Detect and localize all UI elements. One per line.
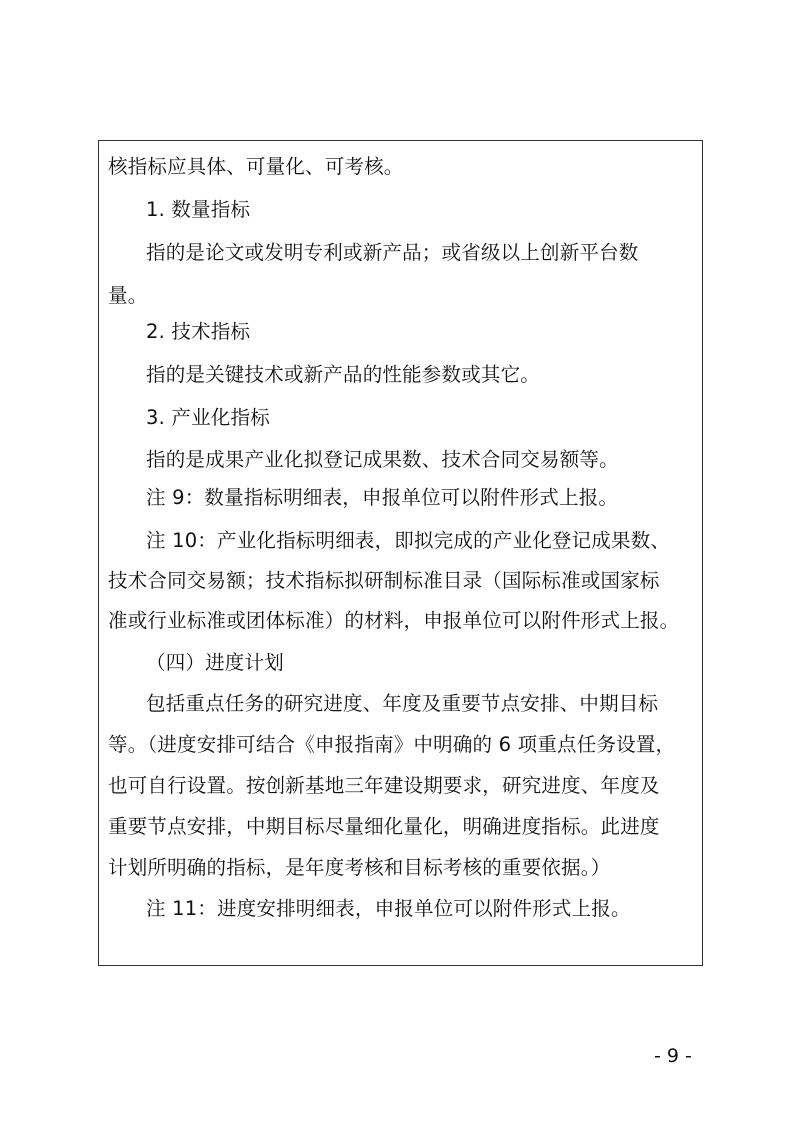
text-line: 1. 数量指标 bbox=[146, 198, 251, 221]
text-line: 计划所明确的指标，是年度考核和目标考核的重要依据。） bbox=[108, 856, 611, 879]
text-line: 3. 产业化指标 bbox=[146, 406, 270, 429]
text-line: 等。（进度安排可结合《申报指南》中明确的 6 项重点任务设置， bbox=[108, 733, 676, 756]
text-line: 指的是论文或发明专利或新产品；或省级以上创新平台数 bbox=[146, 241, 639, 264]
text-line: 也可自行设置。按创新基地三年建设期要求，研究进度、年度及 bbox=[108, 774, 660, 797]
text-line: 注 11：进度安排明细表，申报单位可以附件形式上报。 bbox=[146, 897, 631, 920]
text-line: 重要节点安排，中期目标尽量细化量化，明确进度指标。此进度 bbox=[108, 815, 660, 838]
text-line: 指的是成果产业化拟登记成果数、技术合同交易额等。 bbox=[146, 448, 619, 471]
text-line: 技术合同交易额；技术指标拟研制标准目录（国际标准或国家标 bbox=[108, 569, 660, 592]
text-line: 量。 bbox=[108, 284, 148, 307]
text-line: 注 10：产业化指标明细表，即拟完成的产业化登记成果数、 bbox=[146, 529, 671, 552]
text-line: 包括重点任务的研究进度、年度及重要节点安排、中期目标 bbox=[146, 692, 659, 715]
text-line: 注 9：数量指标明细表，申报单位可以附件形式上报。 bbox=[146, 486, 619, 509]
page-number: - 9 - bbox=[654, 1045, 692, 1067]
text-line: 核指标应具体、可量化、可考核。 bbox=[108, 155, 404, 178]
text-line: （四）进度计划 bbox=[146, 651, 284, 674]
text-line: 指的是关键技术或新产品的性能参数或其它。 bbox=[146, 363, 541, 386]
text-line: 准或行业标准或团体标准）的材料，申报单位可以附件形式上报。 bbox=[108, 609, 680, 632]
text-line: 2. 技术指标 bbox=[146, 320, 251, 343]
